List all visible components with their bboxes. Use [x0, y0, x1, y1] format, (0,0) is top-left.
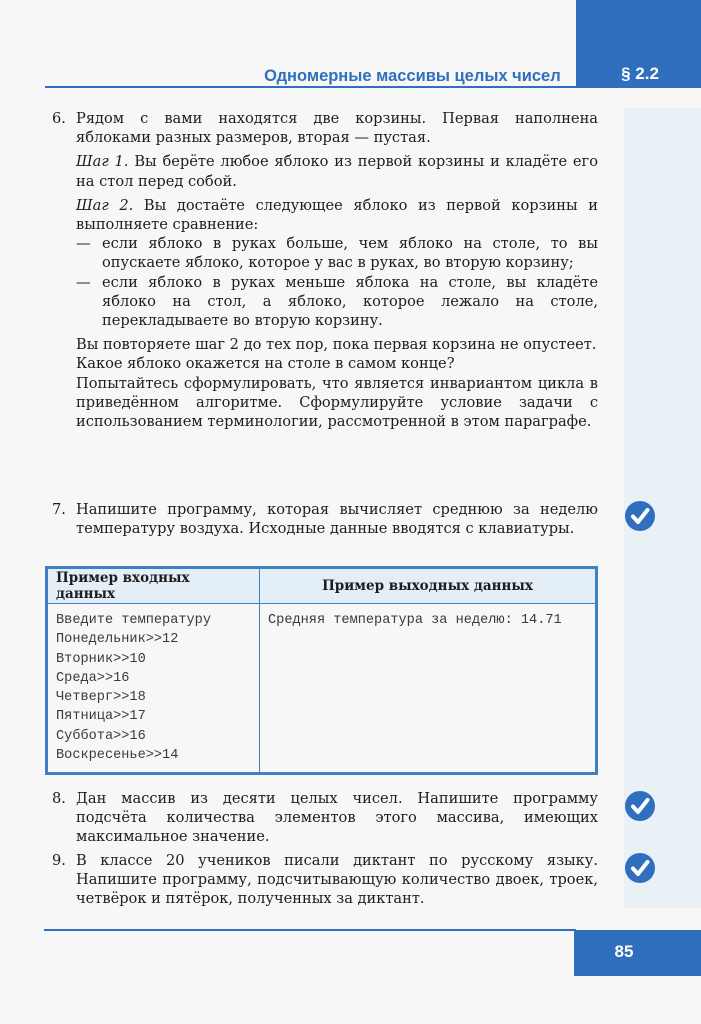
section-number: § 2.2 [621, 64, 659, 83]
task-7-text: Напишите программу, которая вычисляет среднюю за неделю температуру воздуха. Исходные данные вводятся с клавиатуры. [76, 501, 598, 538]
condition-item [76, 273, 598, 331]
task-6-repeat: Вы повторяете шаг 2 до тех пор, пока первая корзина не опустеет. [76, 336, 597, 354]
input-line: Понедельник>>12 [56, 632, 179, 648]
chapter-title: Одномерные массивы целых чисел [264, 66, 561, 85]
input-column-header: Пример входных данных [47, 568, 260, 604]
step-text: Вы берёте любое яблоко из первой корзины и кладёте его на стол перед собой. [76, 153, 598, 190]
input-line: Воскресенье>>14 [56, 748, 179, 764]
page-number: 85 [614, 942, 634, 961]
input-line: Пятница>>17 [56, 709, 146, 725]
condition-text: если яблоко в руках больше, чем яблоко на столе, то вы опускаете яблоко, которое у вас в руках, во вторую корзину; [102, 235, 598, 272]
input-line: Суббота>>16 [56, 728, 146, 744]
output-line: Средняя температура за неделю: 14.71 [268, 613, 562, 628]
input-line: Среда>>16 [56, 670, 130, 686]
task-8 [52, 789, 598, 847]
input-line: Введите температуру [56, 613, 211, 628]
footer-rule [44, 929, 576, 931]
task-6 [52, 109, 598, 431]
step-label: Шаг 2. [76, 196, 134, 214]
io-example-table [45, 566, 598, 775]
task-number: 6. [52, 110, 66, 127]
dash-marker: — [76, 235, 91, 253]
task-6-intro: Рядом с вами находятся две корзины. Первая наполнена яблоками разных размеров, вторая — пустая. [76, 110, 598, 147]
step-text: Вы достаёте следующее яблоко из первой корзины и выполняете сравнение: [76, 196, 598, 234]
task-6-step-2 [76, 196, 598, 234]
task-6-invariant: Попытайтесь сформулировать, что является инвариантом цикла в приведённом алгоритме. Сформулируйте условие задачи с использованием терминологии, рассмотренной в этом параграфе. [76, 374, 598, 431]
task-number: 7. [52, 501, 66, 518]
checkmark-icon [625, 853, 655, 883]
task-6-step-1 [76, 152, 598, 190]
table-row [47, 604, 597, 774]
task-8-text: Дан массив из десяти целых чисел. Напишите программу подсчёта количества элементов этого массива, имеющих максимальное значение. [76, 790, 598, 846]
task-7 [52, 500, 598, 538]
header-rule [45, 86, 576, 88]
task-9 [52, 851, 598, 909]
input-example-cell [47, 604, 260, 774]
dash-marker: — [76, 273, 91, 291]
checkmark-icon [625, 501, 655, 531]
condition-item [76, 234, 598, 272]
task-6-question: Какое яблоко окажется на столе в самом конце? [76, 355, 455, 373]
output-example-cell [260, 604, 597, 774]
output-column-header: Пример выходных данных [260, 568, 597, 604]
input-line: Вторник>>10 [56, 651, 146, 667]
task-number: 9. [52, 852, 66, 869]
input-line: Четверг>>18 [56, 690, 146, 706]
step-label: Шаг 1. [76, 153, 129, 171]
task-9-text: В классе 20 учеников писали диктант по русскому языку. Напишите программу, подсчитывающую количество двоек, троек, четвёрок и пятёрок, полученных за диктант. [76, 852, 598, 908]
task-number: 8. [52, 790, 66, 807]
condition-text: если яблоко в руках меньше яблока на столе, вы кладёте яблоко на стол, а яблоко, которое лежало на столе, перекладываете во вторую корзину. [102, 273, 598, 330]
checkmark-icon [625, 791, 655, 821]
table-header-row [47, 568, 597, 604]
